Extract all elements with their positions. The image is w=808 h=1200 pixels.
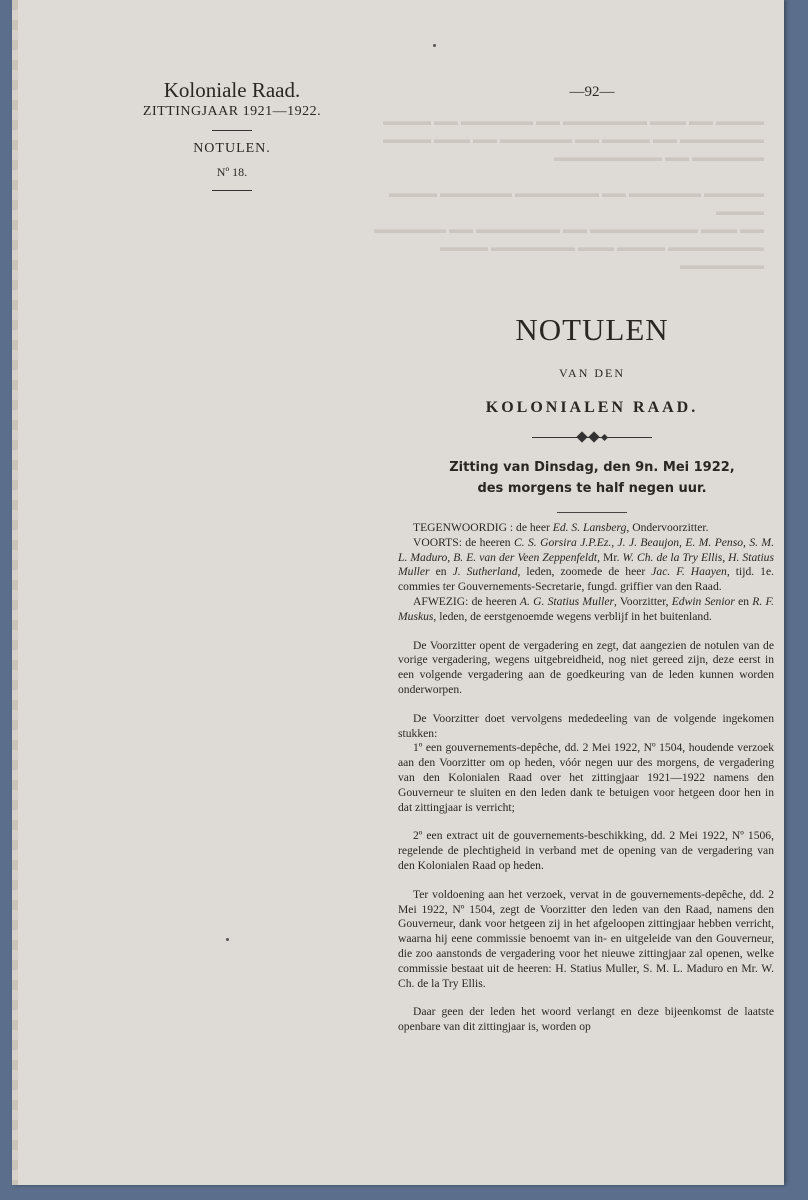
notulen-label: NOTULEN. bbox=[193, 141, 271, 156]
session-date bbox=[412, 457, 772, 499]
attendance-also: VOORTS: de heeren C. S. Gorsira J.P.Ez., J. J. Beaujon, E. M. Penso, S. M. L. Maduro, B. E. van der Veen Zeppenfeldt, Mr. W. Ch. de la Try Ellis, H. Statius Muller en J. Sutherland, leden, zoomede de heer Jac. F. Haayen, tijd. 1e. commies ter Gouvernements-Secretarie, fungd. griffier van den Raad. bbox=[398, 535, 775, 594]
paragraph-opening: De Voorzitter opent de vergadering en zegt, dat aangezien de notulen van de vorige vergadering, wegens uitgebreidheid, nog niet gereed zijn, deze eerst in een volgende vergadering aan de goedkeuring van de leden kunnen worden onderworpen. bbox=[398, 638, 774, 696]
session-date-line: Zitting van Dinsdag, den 9n. Mei 1922, bbox=[449, 460, 735, 475]
paragraph-thanks: Ter voldoening aan het verzoek, vervat in de gouvernements-depêche, dd. 2 Mei 1922, Nº 1504, zegt de Voorzitter den leden van den Raad, namens den Gouverneur, dank voor hetgeen zij in het afgeloopen zittingjaar hebben verricht, waarna hij eene commissie benoemt van in- en uitgeleide van den Gouverneur, die zoo aanstonds de vergadering voor het nieuwe zittingjaar zal openen, welke commissie bestaat uit de heeren: H. Statius Muller, S. M. L. Maduro en Mr. W. Ch. de la Try Ellis. bbox=[398, 887, 774, 990]
divider bbox=[212, 130, 252, 131]
left-header bbox=[112, 78, 352, 201]
document-number: Nº 18. bbox=[216, 165, 248, 179]
council-title: Koloniale Raad. bbox=[163, 78, 301, 102]
bleed-through-text: ▬▬▬▬ ▬▬ ▬▬▬ ▬▬▬▬▬▬▬ ▬▬ ▬▬▬▬▬▬ ▬▬ ▬▬▬▬ ▬▬▬▬▬▬▬ ▬▬ ▬▬▬▬ ▬▬ ▬▬▬▬▬▬ ▬▬ ▬▬▬ ▬▬▬▬ ▬▬▬▬▬▬ ▬▬ ▬▬▬▬▬▬▬▬▬ ▬▬▬▬▬ ▬▬▬▬▬▬ ▬▬ ▬▬▬▬▬▬▬ ▬▬▬▬▬▬ ▬▬▬▬ ▬▬▬▬ ▬▬ ▬▬▬ ▬▬▬▬▬▬▬▬▬ ▬▬ ▬▬▬▬▬▬▬ ▬▬ ▬▬▬▬▬▬ ▬▬▬▬▬▬▬▬ ▬▬▬▬ ▬▬▬ ▬▬▬▬▬▬▬ ▬▬▬▬ ▬▬▬▬▬▬▬ bbox=[374, 114, 764, 272]
session-time-line: des morgens te half negen uur. bbox=[477, 481, 707, 496]
session-year: ZITTINGJAAR 1921—1922. bbox=[142, 104, 322, 119]
heading-notulen: NOTULEN bbox=[515, 312, 669, 347]
ornament-divider bbox=[532, 431, 652, 443]
binding-edge bbox=[12, 0, 18, 1185]
small-divider bbox=[557, 509, 627, 515]
divider bbox=[212, 190, 252, 191]
paragraph-incoming: De Voorzitter doet vervolgens mededeeling van de volgende ingekomen stukken: bbox=[398, 711, 774, 740]
heading-raad: KOLONIALEN RAAD. bbox=[485, 399, 699, 416]
paragraph-closing: Daar geen der leden het woord verlangt en deze bijeenkomst de laatste openbare van dit zittingjaar is, worden op bbox=[398, 1005, 774, 1034]
paragraph-item-1: 1º een gouvernements-depêche, dd. 2 Mei 1922, Nº 1504, houdende verzoek aan den Voorzitter om op heden, vóór negen uur des morgens, de vergadering van den Kolonialen Raad over het zittingjaar 1921—1922 namens den Gouverneur te sluiten en den leden dank te betuigen voor hetgeen door hen in dat zittingjaar is verricht; bbox=[398, 741, 774, 814]
attendance-present: TEGENWOORDIG : de heer Ed. S. Lansberg, Ondervoorzitter. bbox=[413, 521, 709, 534]
minutes-body bbox=[398, 521, 774, 1049]
attendance-absent: AFWEZIG: de heeren A. G. Statius Muller, Voorzitter, Edwin Senior en R. F. Muskus, leden, de eerstgenoemde wegens verblijf in het buitenland. bbox=[398, 594, 774, 623]
ink-speck bbox=[226, 938, 229, 941]
heading-van-den: VAN DEN bbox=[558, 366, 626, 380]
minutes-heading bbox=[412, 312, 772, 515]
paragraph-item-2: 2º een extract uit de gouvernements-beschikking, dd. 2 Mei 1922, Nº 1506, regelende de plechtigheid in verband met de opening van de vergadering van den Kolonialen Raad op heden. bbox=[398, 829, 774, 872]
page-number: —92— bbox=[569, 84, 615, 100]
ink-speck bbox=[433, 44, 436, 47]
document-page bbox=[12, 0, 784, 1185]
